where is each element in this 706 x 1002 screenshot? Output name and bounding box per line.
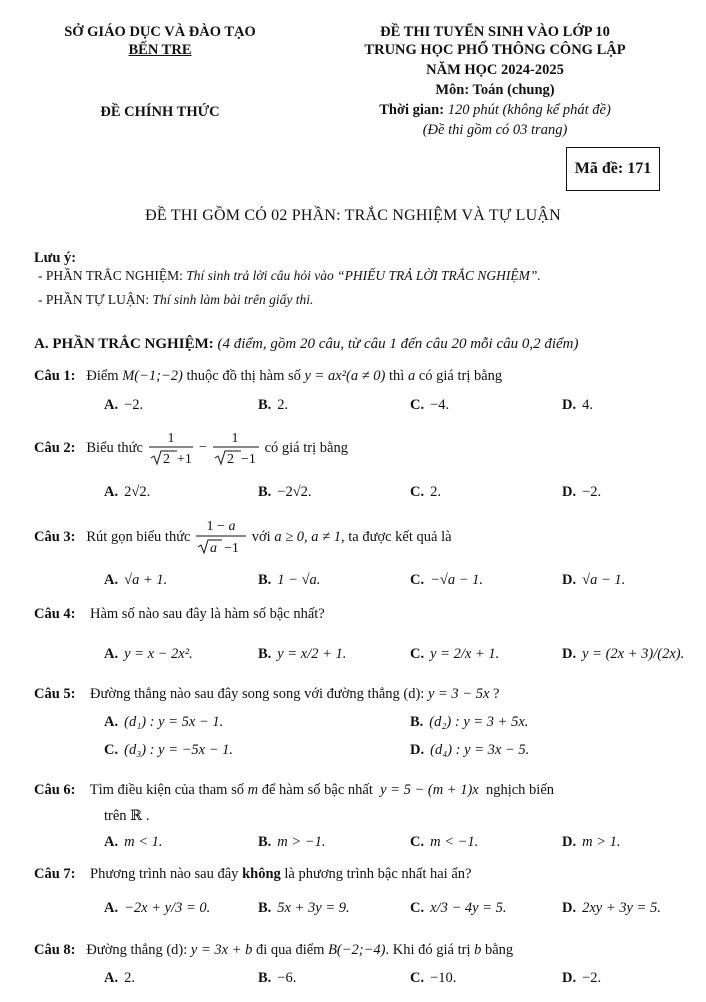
- pages-note: (Đề thi gồm có 03 trang): [422, 122, 568, 138]
- q6-option-c: C. m < −1.: [410, 834, 479, 850]
- q6-option-b: B. m > −1.: [258, 834, 326, 850]
- q8-option-c: C. −10.: [410, 970, 457, 986]
- exam-title-line2: TRUNG HỌC PHỔ THÔNG CÔNG LẬP: [364, 42, 626, 58]
- svg-text:2: 2: [162, 452, 170, 467]
- q3-option-b: B. 1 − √a.: [258, 572, 321, 588]
- department-name: SỞ GIÁO DỤC VÀ ĐÀO TẠO: [64, 24, 256, 40]
- question-4: Câu 4: Hàm số nào sau đây là hàm số bậc nhất?: [34, 606, 325, 622]
- q5-option-d: D. (d₄) : y = 3x − 5.: [410, 742, 530, 758]
- q2-option-a: A. 2√2.: [104, 484, 151, 500]
- q2-option-c: C. 2.: [410, 484, 441, 500]
- question-1: Câu 1: Điểm M(−1;−2) thuộc đồ thị hàm số y = ax²(a ≠ 0) thì a có giá trị bằng: [34, 368, 503, 384]
- q3-option-d: D. √a − 1.: [562, 572, 626, 588]
- q6-option-d: D. m > 1.: [562, 834, 621, 850]
- q1-option-a: A. −2.: [104, 397, 144, 413]
- q5-option-b: B. (d₂) : y = 3 + 5x.: [410, 714, 529, 730]
- q6-option-a: A. m < 1.: [104, 834, 163, 850]
- section-a-heading: A. PHẦN TRẮC NGHIỆM: (4 điểm, gồm 20 câu, từ câu 1 đến câu 20 mỗi câu 0,2 điểm): [34, 336, 579, 352]
- svg-text:a: a: [210, 541, 218, 556]
- exam-structure-title: ĐỀ THI GỒM CÓ 02 PHẦN: TRẮC NGHIỆM VÀ TỰ LUẬN: [145, 207, 561, 224]
- q1-option-d: D. 4.: [562, 397, 593, 413]
- q4-option-c: C. y = 2/x + 1.: [410, 646, 500, 662]
- notes-label: Lưu ý:: [34, 250, 77, 266]
- province-name: BẾN TRE: [128, 42, 192, 58]
- exam-code-box: Mã đề: 171: [566, 147, 660, 191]
- q7-option-b: B. 5x + 3y = 9.: [258, 900, 350, 916]
- q3-option-c: C. −√a − 1.: [410, 572, 484, 588]
- exam-time: Thời gian: 120 phút (không kể phát đề): [379, 102, 611, 118]
- svg-text:−1: −1: [240, 452, 256, 467]
- question-2: Câu 2: Biểu thức 1 2 +1 − 1 2 −1 có giá trị bằng: [34, 428, 348, 468]
- svg-text:1: 1: [231, 431, 239, 446]
- q2-expression: [147, 428, 265, 468]
- official-label: ĐỀ CHÍNH THỨC: [100, 104, 220, 120]
- note-multiple-choice: - PHẦN TRẮC NGHIỆM: Thí sinh trả lời câu hỏi vào “PHIẾU TRẢ LỜI TRẮC NGHIỆM”.: [38, 268, 541, 283]
- question-5: Câu 5: Đường thẳng nào sau đây song song với đường thẳng (d): y = 3 − 5x ?: [34, 686, 500, 702]
- note-essay: - PHẦN TỰ LUẬN: Thí sinh làm bài trên giấy thi.: [38, 292, 314, 307]
- q7-option-c: C. x/3 − 4y = 5.: [410, 900, 507, 916]
- question-7: Câu 7: Phương trình nào sau đây không là phương trình bậc nhất hai ẩn?: [34, 866, 472, 882]
- q5-option-a: A. (d₁) : y = 5x − 1.: [104, 714, 224, 730]
- svg-text:1 − a: 1 − a: [206, 519, 236, 534]
- question-6-cont: trên ℝ .: [104, 808, 150, 824]
- q8-option-d: D. −2.: [562, 970, 602, 986]
- question-3: Câu 3: Rút gọn biểu thức 1 − a a −1 với a ≥ 0, a ≠ 1 , ta được kết quả là: [34, 516, 452, 558]
- subject: Môn: Toán (chung): [435, 82, 555, 98]
- q4-option-a: A. y = x − 2x².: [104, 646, 193, 662]
- svg-text:−: −: [198, 440, 207, 455]
- school-year: NĂM HỌC 2024-2025: [426, 62, 564, 78]
- q2-option-b: B. −2√2.: [258, 484, 312, 500]
- exam-title-line1: ĐỀ THI TUYỂN SINH VÀO LỚP 10: [380, 24, 610, 40]
- q7-option-d: D. 2xy + 3y = 5.: [562, 900, 661, 916]
- q5-option-c: C. (d₃) : y = −5x − 1.: [104, 742, 233, 758]
- q1-option-b: B. 2.: [258, 397, 289, 413]
- q4-option-d: D. y = (2x + 3)/(2x).: [562, 646, 685, 662]
- q2-option-d: D. −2.: [562, 484, 602, 500]
- q7-option-a: A. −2x + y/3 = 0.: [104, 900, 211, 916]
- question-6: Câu 6: Tìm điều kiện của tham số m để hàm số bậc nhất y = 5 − (m + 1)x nghịch biến: [34, 782, 555, 798]
- svg-text:1: 1: [167, 431, 175, 446]
- question-8: Câu 8: Đường thẳng (d): y = 3x + b đi qua điểm B(−2;−4). Khi đó giá trị b bằng: [34, 942, 514, 958]
- q3-expression: [194, 516, 248, 558]
- svg-text:−1: −1: [224, 541, 240, 556]
- q1-option-c: C. −4.: [410, 397, 450, 413]
- q8-option-b: B. −6.: [258, 970, 297, 986]
- q4-option-b: B. y = x/2 + 1.: [258, 646, 347, 662]
- q8-option-a: A. 2.: [104, 970, 135, 986]
- svg-text:2: 2: [226, 452, 234, 467]
- svg-text:+1: +1: [176, 452, 192, 467]
- q3-option-a: A. √a + 1.: [104, 572, 168, 588]
